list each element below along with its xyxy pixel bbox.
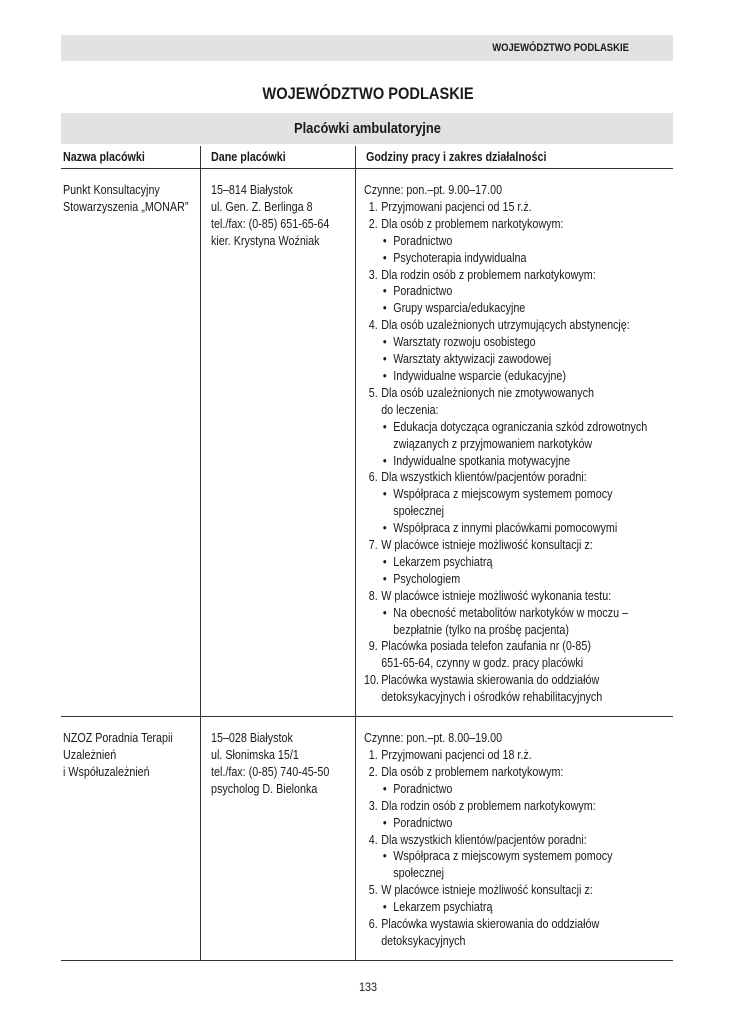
activity-subitem-text: społecznej [392, 504, 444, 519]
activity-item [364, 832, 630, 883]
facility-details-cell [200, 717, 355, 961]
activity-text: Dla osób z problemem narkotykowym: [380, 216, 563, 231]
facility-name-line: Punkt Konsultacyjny [63, 183, 160, 197]
facility-name-line: Stowarzyszenia „MONAR” [63, 199, 189, 214]
facility-name-cell [61, 169, 200, 717]
bullet-icon: • [382, 521, 387, 536]
activity-text: 651-65-64, czynny w godz. pracy placówki [380, 656, 583, 671]
section-heading-text: Placówki ambulatoryjne [293, 120, 441, 137]
activity-number: 3. [368, 267, 378, 282]
activity-subitem-text: Warsztaty aktywizacji zawodowej [392, 352, 551, 367]
activity-subitem-text: Psychoterapia indywidualna [392, 250, 527, 265]
activity-subitem-text: Indywidualne spotkania motywacyjne [392, 453, 570, 468]
bullet-icon: • [382, 554, 387, 569]
section-heading [61, 113, 673, 144]
facility-activities-cell [355, 717, 673, 961]
activity-text: Dla osób uzależnionych utrzymujących abstynencję: [380, 318, 630, 333]
activity-item [364, 638, 630, 672]
bullet-icon: • [382, 781, 387, 796]
facilities-table [61, 146, 673, 961]
activity-number: 9. [368, 639, 378, 654]
activity-text: Placówka wystawia skierowania do oddziałów [380, 917, 599, 932]
activity-text: detoksykacyjnych i ośrodków rehabilitacyjnych [380, 690, 602, 705]
activity-item [364, 537, 630, 588]
table-row [61, 169, 673, 717]
activity-subitem-text: Współpraca z miejscowym systemem pomocy [392, 849, 612, 864]
activity-text: W placówce istnieje możliwość konsultacji z: [380, 538, 593, 553]
activity-item [364, 199, 630, 216]
activity-subitem-text: związanych z przyjmowaniem narkotyków [392, 436, 592, 451]
activity-number: 4. [368, 832, 378, 847]
activity-text: detoksykacyjnych [380, 933, 465, 948]
bullet-icon: • [382, 453, 387, 468]
activity-item [364, 385, 647, 470]
activity-text: Placówka posiada telefon zaufania nr (0-85) [380, 639, 591, 654]
activity-item [364, 916, 630, 950]
activity-text: Placówka wystawia skierowania do oddziałów [380, 673, 599, 688]
activity-subitem-text: Lekarzem psychiatrą [392, 900, 492, 915]
bullet-icon: • [382, 815, 387, 830]
activity-number: 6. [368, 917, 378, 932]
bullet-icon: • [382, 250, 387, 265]
activity-number: 7. [368, 538, 378, 553]
activity-number: 4. [368, 318, 378, 333]
facility-details-line: psycholog D. Bielonka [210, 781, 317, 796]
facility-details-line: ul. Gen. Z. Berlinga 8 [210, 199, 313, 214]
table-row [61, 717, 673, 961]
activity-subitem-text: Na obecność metabolitów narkotyków w moczu – [392, 605, 628, 620]
activity-text: W placówce istnieje możliwość konsultacji z: [380, 883, 593, 898]
bullet-icon: • [382, 419, 387, 434]
activity-text: Dla wszystkich klientów/pacjentów poradni: [380, 832, 587, 847]
facility-details-line: tel./fax: (0-85) 740-45-50 [210, 764, 329, 779]
activity-text: W placówce istnieje możliwość wykonania testu: [380, 588, 611, 603]
activity-number: 1. [368, 748, 378, 762]
facility-name-line: i Współuzależnień [63, 764, 150, 779]
activity-item [364, 469, 630, 537]
activity-text: Dla wszystkich klientów/pacjentów poradni: [380, 470, 587, 485]
facility-details-cell [200, 169, 355, 717]
activity-number: 2. [368, 216, 378, 231]
activity-item [364, 672, 630, 706]
activity-subitem-text: Edukacja dotycząca ograniczania szkód zdrowotnych [392, 419, 647, 434]
activity-number: 2. [368, 764, 378, 779]
facility-details-line: kier. Krystyna Woźniak [210, 233, 320, 248]
bullet-icon: • [382, 368, 387, 383]
activity-item [364, 216, 630, 267]
activity-number: 10. [363, 673, 379, 688]
activity-number: 3. [368, 798, 378, 813]
facility-details-line: tel./fax: (0-85) 651-65-64 [210, 216, 329, 231]
activity-number: 8. [368, 588, 378, 603]
bullet-icon: • [382, 605, 387, 620]
running-header-text: WOJEWÓDZTWO PODLASKIE [492, 42, 629, 54]
activity-subitem-text: Współpraca z innymi placówkami pomocowymi [392, 521, 617, 536]
bullet-icon: • [382, 233, 387, 248]
activity-number: 5. [368, 385, 378, 400]
facility-details-line: 15–028 Białystok [210, 731, 293, 746]
facility-details-line: ul. Słonimska 15/1 [210, 748, 299, 762]
activity-subitem-text: Psychologiem [392, 571, 460, 586]
activity-item [364, 588, 630, 639]
page-title: WOJEWÓDZTWO PODLASKIE [262, 84, 474, 103]
facility-name-line: NZOZ Poradnia Terapii [63, 731, 173, 746]
facility-details-line: 15–814 Białystok [210, 183, 293, 197]
table-header-row [61, 146, 673, 169]
activity-item [364, 882, 630, 916]
activity-text: Dla osób z problemem narkotykowym: [380, 764, 563, 779]
activity-subitem-text: Lekarzem psychiatrą [392, 554, 492, 569]
activity-subitem-text: Poradnictwo [392, 815, 452, 830]
column-header-hours: Godziny pracy i zakres działalności [355, 146, 673, 169]
column-header-details: Dane placówki [200, 146, 355, 169]
column-header-name: Nazwa placówki [61, 146, 200, 169]
activity-subitem-text: bezpłatnie (tylko na prośbę pacjenta) [392, 622, 569, 637]
activity-subitem-text: Warsztaty rozwoju osobistego [392, 335, 536, 350]
activity-text: Przyjmowani pacjenci od 18 r.ż. [380, 748, 532, 762]
activity-number: 5. [368, 883, 378, 898]
activity-item [364, 764, 630, 798]
facility-activities-cell [355, 169, 673, 717]
bullet-icon: • [382, 301, 387, 316]
activity-subitem-text: Indywidualne wsparcie (edukacyjne) [392, 368, 566, 383]
running-header [61, 35, 673, 61]
activity-subitem-text: społecznej [392, 866, 444, 881]
activity-text: Dla osób uzależnionych nie zmotywowanych [380, 385, 594, 400]
activity-text: Dla rodzin osób z problemem narkotykowym: [380, 798, 596, 813]
activity-item [364, 747, 630, 764]
opening-hours: Czynne: pon.–pt. 9.00–17.00 [363, 183, 502, 197]
bullet-icon: • [382, 571, 387, 586]
activity-subitem-text: Współpraca z miejscowym systemem pomocy [392, 487, 612, 502]
opening-hours: Czynne: pon.–pt. 8.00–19.00 [363, 731, 502, 746]
bullet-icon: • [382, 284, 387, 299]
bullet-icon: • [382, 900, 387, 915]
activity-item [364, 798, 630, 832]
bullet-icon: • [382, 487, 387, 502]
activity-item [364, 267, 630, 318]
activity-number: 6. [368, 470, 378, 485]
activity-subitem-text: Poradnictwo [392, 781, 452, 796]
activity-subitem-text: Grupy wsparcia/edukacyjne [392, 301, 525, 316]
activity-text: Przyjmowani pacjenci od 15 r.ż. [380, 199, 532, 214]
activity-text: do leczenia: [380, 402, 439, 417]
activity-subitem-text: Poradnictwo [392, 284, 452, 299]
page-number: 133 [358, 980, 378, 994]
activity-number: 1. [368, 199, 378, 214]
bullet-icon: • [382, 352, 387, 367]
facility-name-cell [61, 717, 200, 961]
activity-item [364, 317, 630, 385]
bullet-icon: • [382, 849, 387, 864]
activity-subitem-text: Poradnictwo [392, 233, 452, 248]
bullet-icon: • [382, 335, 387, 350]
facility-name-line: Uzależnień [63, 748, 117, 762]
activity-text: Dla rodzin osób z problemem narkotykowym: [380, 267, 596, 282]
